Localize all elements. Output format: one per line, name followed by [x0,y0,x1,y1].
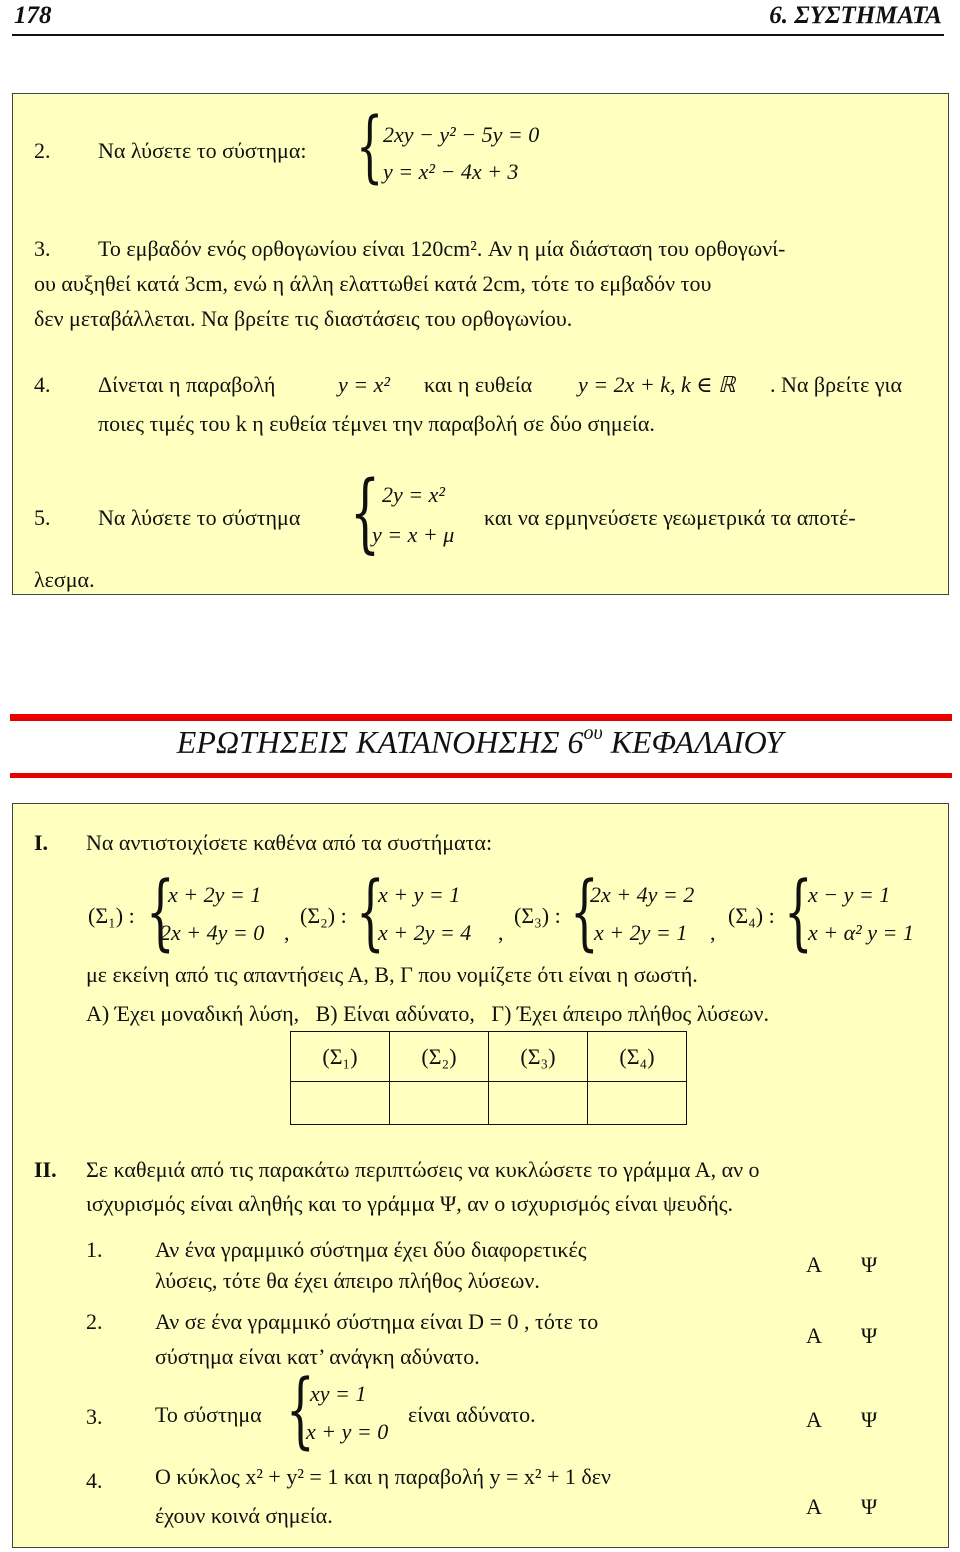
ex5-eq2: y = x + μ [372,522,455,547]
ex4-parabola: y = x² [338,372,390,397]
answer-table [290,1031,687,1125]
system-1-eq2: 2x + 4y = 0 [160,920,265,945]
qII-item2-line2: σύστημα είναι κατ’ ανάγκη αδύνατο. [155,1344,480,1369]
qII-item4-line2: έχουν κοινά σημεία. [155,1503,333,1528]
system-2-brace: { [356,865,385,960]
qI-instruction: με εκείνη από τις απαντήσεις Α, Β, Γ που νομίζετε ότι είναι η σωστή. [86,962,698,987]
system-3-sep: , [710,920,716,945]
system-2-label: (Σ₂) : [300,903,347,928]
answer-cell-s4[interactable] [588,1082,687,1125]
system-2-sep: , [498,920,504,945]
ex2-text: Να λύσετε το σύστημα: [98,138,307,163]
system-2-eq1: x + y = 1 [378,882,461,907]
system-4-eq1: x − y = 1 [808,882,891,907]
qII-item4-line1: Ο κύκλος x² + y² = 1 και η παραβολή y = x² + 1 δεν [155,1464,611,1489]
qI-intro: Να αντιστοιχίσετε καθένα από τα συστήματα: [86,830,493,855]
ex3-line3: δεν μεταβάλλεται. Να βρείτε τις διαστάσεις του ορθογωνίου. [34,306,573,331]
system-3-brace: { [570,865,599,960]
section-band-bottom [10,773,952,778]
qII-item2-true[interactable]: Α [806,1323,822,1348]
qII-item3-number: 3. [86,1404,103,1429]
ex5-number: 5. [34,505,51,530]
system-2-eq2: x + 2y = 4 [378,920,472,945]
system-3-eq2: x + 2y = 1 [594,920,688,945]
qII-item3-true[interactable]: Α [806,1407,822,1432]
system-4-brace: { [784,865,813,960]
qII-item2-line1: Αν σε ένα γραμμικό σύστημα είναι D = 0 , τότε το [155,1309,599,1334]
table-header-s4: (Σ₄) [588,1032,687,1082]
ex5-text: Να λύσετε το σύστημα [98,505,301,530]
qII-item2-number: 2. [86,1309,103,1334]
system-4-label: (Σ₄) : [728,903,775,928]
ex2-eq2: y = x² − 4x + 3 [383,159,519,184]
qII-item3-line1: Το σύστημα [155,1402,262,1427]
ex5-line2: λεσμα. [34,567,95,592]
ex4-line1c: . Να βρείτε για [770,372,902,397]
qII-item1-line2: λύσεις, τότε θα έχει άπειρο πλήθος λύσεων. [155,1268,540,1293]
qII-item1-true[interactable]: Α [806,1252,822,1277]
qII-number: II. [34,1157,57,1182]
qII-item3-eq1: xy = 1 [310,1381,367,1406]
qII-item2-false[interactable]: Ψ [861,1323,878,1348]
table-header-s3: (Σ₃) [489,1032,588,1082]
qII-item1-false[interactable]: Ψ [861,1252,878,1277]
qII-item3-eq2: x + y = 0 [306,1419,389,1444]
qII-intro2: ισχυρισμός είναι αληθής και το γράμμα Ψ, αν ο ισχυρισμός είναι ψευδής. [86,1191,733,1216]
system-1-label: (Σ₁) : [88,903,135,928]
qII-intro1: Σε καθεμιά από τις παρακάτω περιπτώσεις να κυκλώσετε το γράμμα Α, αν ο [86,1157,760,1182]
qII-item4-true[interactable]: Α [806,1494,822,1519]
system-3-label: (Σ₃) : [514,903,561,928]
ex4-line-eq: y = 2x + k, k ∈ ℝ [578,372,736,397]
qII-item3-line2: είναι αδύνατο. [408,1402,536,1427]
chapter-title: 6. ΣΥΣΤΗΜΑΤΑ [769,2,942,29]
system-4-eq2: x + α² y = 1 [808,920,914,945]
table-header-s2: (Σ₂) [390,1032,489,1082]
qII-item3-brace: { [286,1363,315,1458]
ex2-number: 2. [34,138,51,163]
ex5-after: και να ερμηνεύσετε γεωμετρικά τα αποτέ- [484,505,856,530]
ex3-line2: ου αυξηθεί κατά 3cm, ενώ η άλλη ελαττωθεί κατά 2cm, τότε το εμβαδόν του [34,271,712,296]
system-3-eq1: 2x + 4y = 2 [590,882,695,907]
ex4-line2: ποιες τιμές του k η ευθεία τέμνει την παραβολή σε δύο σημεία. [98,411,655,436]
ex4-number: 4. [34,372,51,397]
answer-cell-s3[interactable] [489,1082,588,1125]
system-1-brace: { [146,865,175,960]
ex4-line1a: Δίνεται η παραβολή [98,372,276,397]
system-1-sep: , [284,920,290,945]
ex2-brace: { [356,102,384,192]
qII-item4-number: 4. [86,1468,103,1493]
qII-item3-false[interactable]: Ψ [861,1407,878,1432]
qII-item1-number: 1. [86,1237,103,1262]
ex4-line1b: και η ευθεία [424,372,533,397]
section-band-top [10,714,952,721]
qII-item4-false[interactable]: Ψ [861,1494,878,1519]
ex5-brace: { [350,463,381,563]
ex3-line1: Το εμβαδόν ενός ορθογωνίου είναι 120cm². Αν η μία διάσταση του ορθογωνί- [98,236,786,261]
qI-options: Α) Έχει μοναδική λύση, Β) Είναι αδύνατο, Γ) Έχει άπειρο πλήθος λύσεων. [86,1001,769,1026]
qII-item1-line1: Αν ένα γραμμικό σύστημα έχει δύο διαφορετικές [155,1237,587,1262]
ex5-eq1: 2y = x² [382,482,445,507]
header-rule [12,34,944,36]
ex3-number: 3. [34,236,51,261]
system-1-eq1: x + 2y = 1 [168,882,262,907]
answer-cell-s2[interactable] [390,1082,489,1125]
answer-cell-s1[interactable] [291,1082,390,1125]
page-number: 178 [14,2,52,29]
section-title: ΕΡΩΤΗΣΕΙΣ ΚΑΤΑΝΟΗΣΗΣ $6^{o\upsilon}$ ΚΕΦΑΛΑΙΟΥ [176,722,784,760]
ex2-eq1: 2xy − y² − 5y = 0 [383,122,540,147]
qI-number: I. [34,830,49,855]
table-header-s1: (Σ₁) [291,1032,390,1082]
